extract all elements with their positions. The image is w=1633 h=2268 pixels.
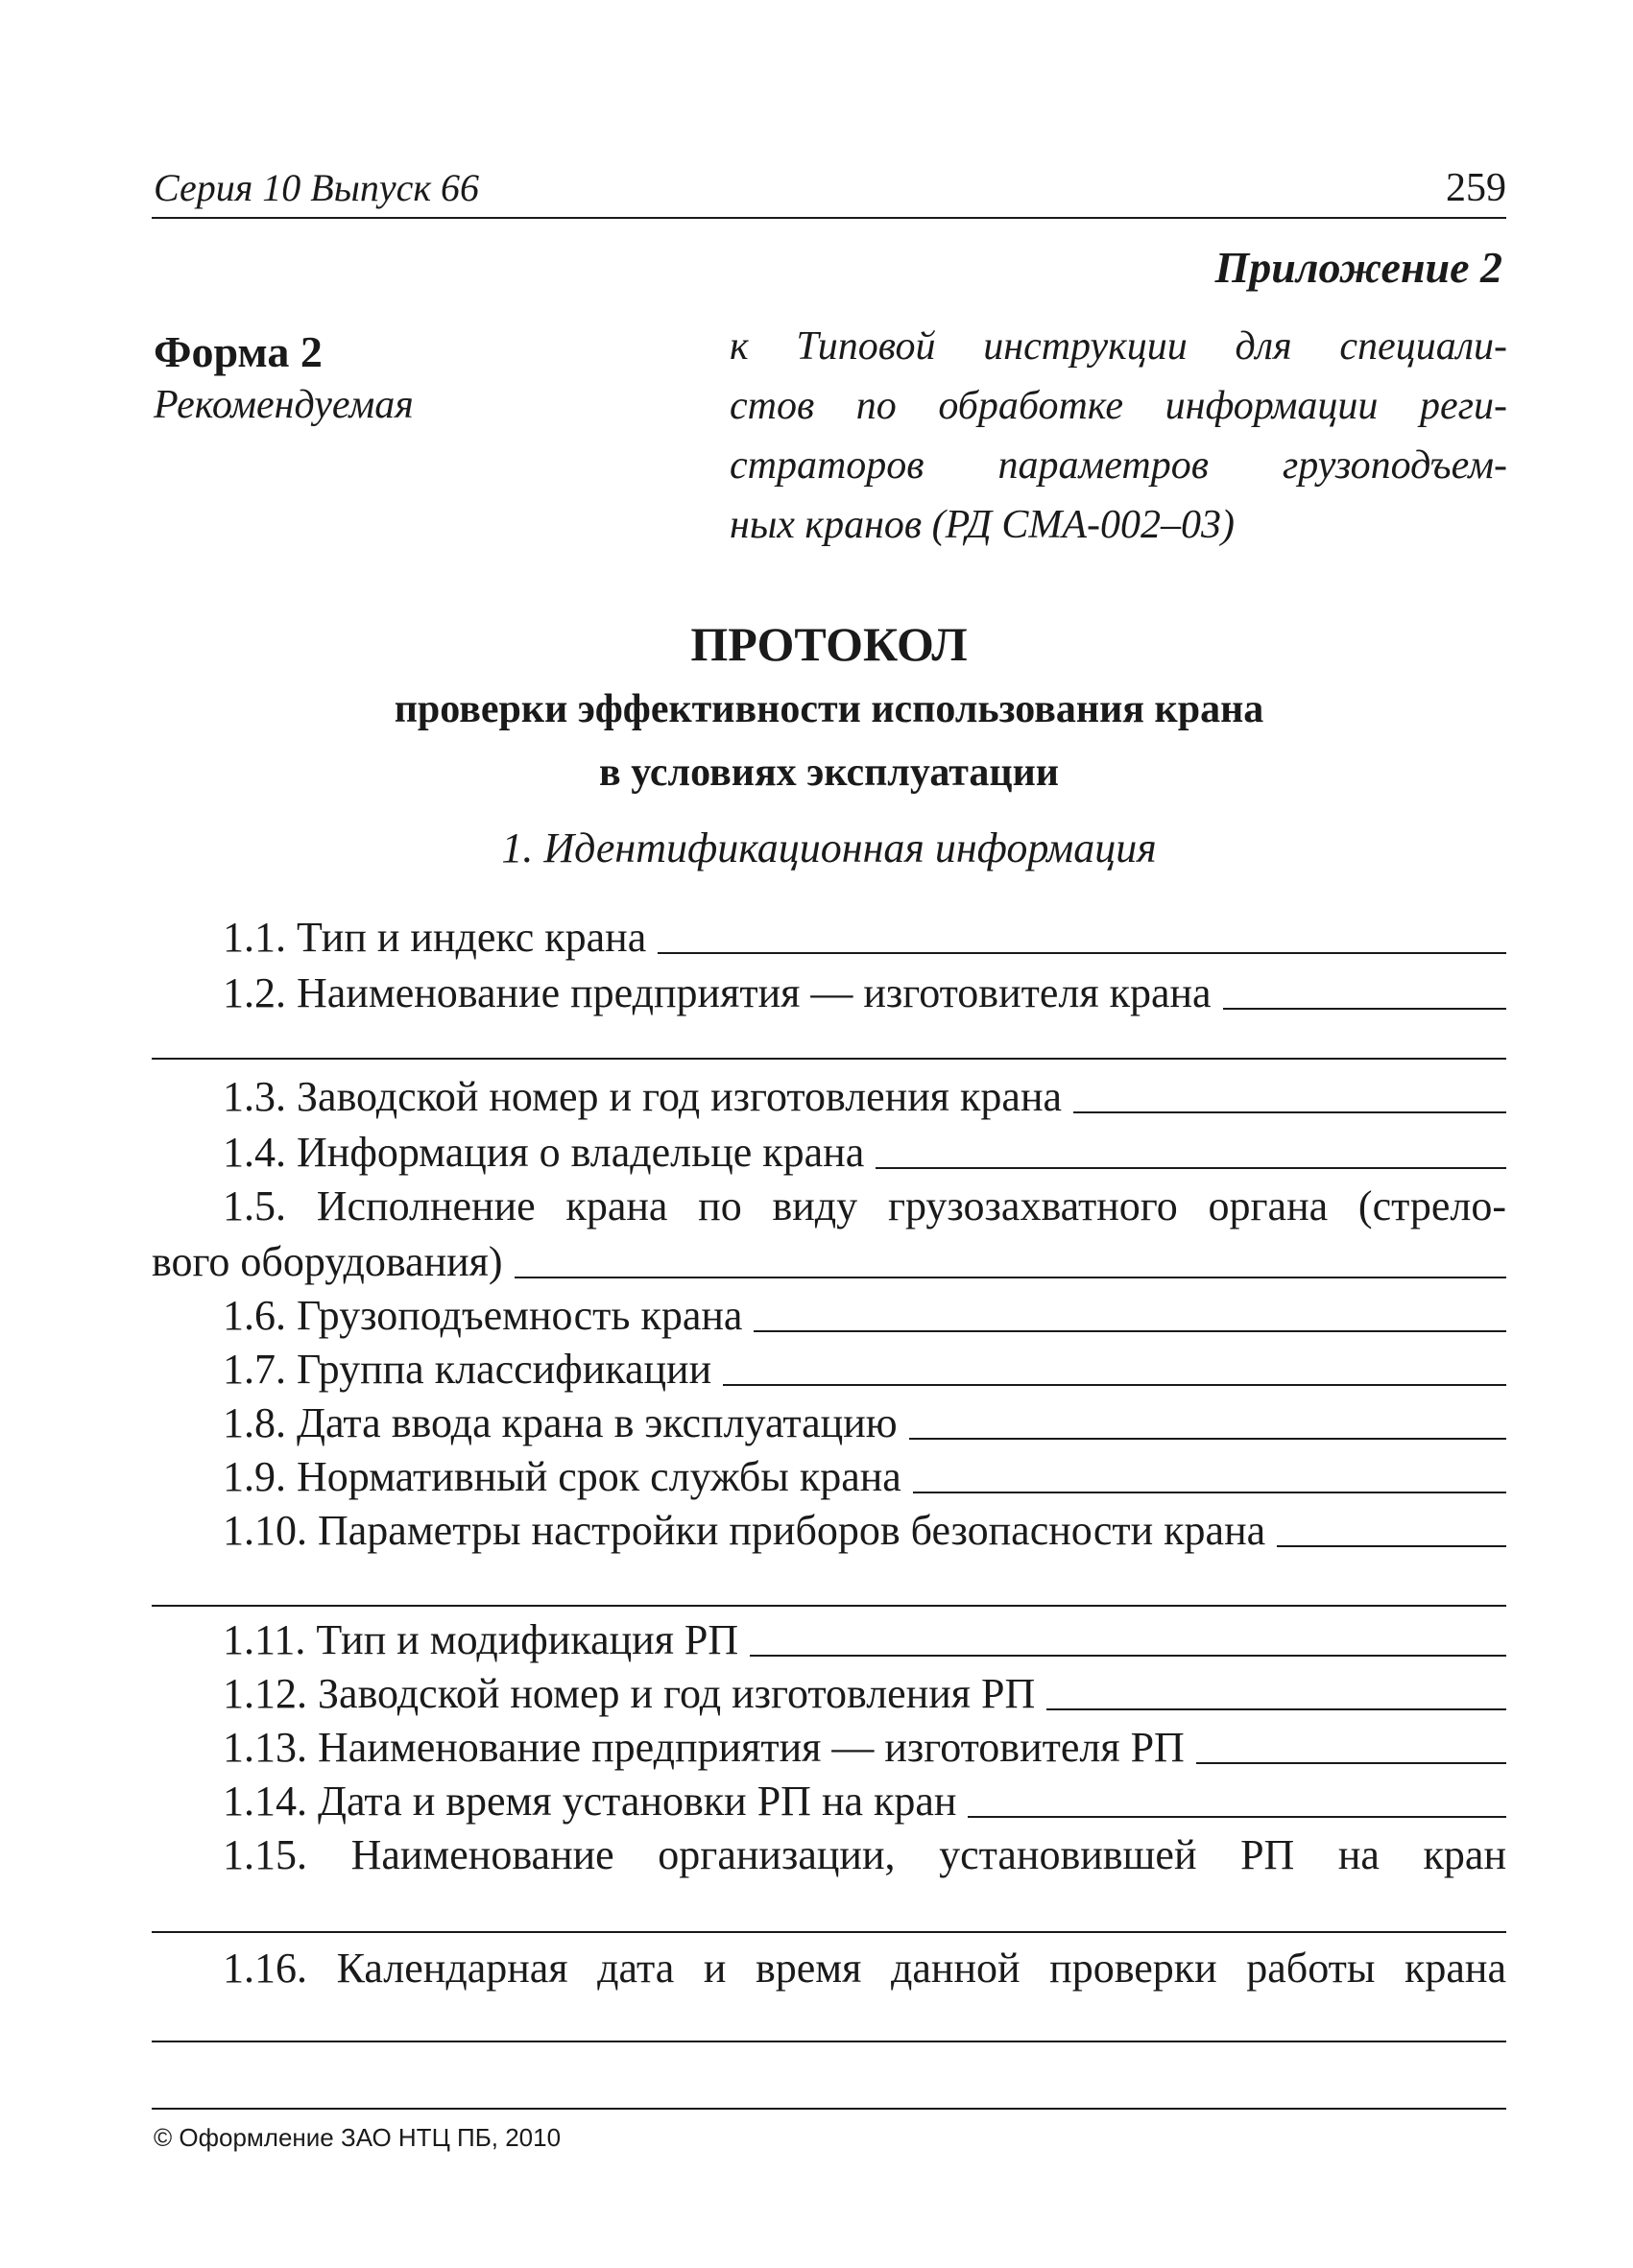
fill-in-line[interactable] — [152, 2041, 1506, 2042]
fill-in-line[interactable] — [913, 1492, 1506, 1493]
reference-line: страторов параметров грузоподъем- — [730, 443, 1507, 488]
fill-in-line[interactable] — [750, 1655, 1506, 1657]
form-field-1-10 — [152, 1501, 1506, 1555]
field-label: 1.1. Тип и индекс крана — [223, 914, 647, 961]
fill-in-line[interactable] — [876, 1167, 1506, 1169]
field-label: 1.5. Исполнение крана по виду грузозахватного органа (стрело- — [223, 1182, 1506, 1229]
appendix-reference — [730, 317, 1507, 555]
fill-in-line[interactable] — [1196, 1762, 1506, 1764]
field-label: 1.13. Наименование предприятия — изготовителя РП — [223, 1724, 1185, 1771]
form-field-1-13 — [152, 1718, 1506, 1772]
fill-in-line[interactable] — [515, 1277, 1506, 1278]
field-label: 1.3. Заводской номер и год изготовления крана — [223, 1073, 1063, 1120]
field-label: 1.9. Нормативный срок службы крана — [223, 1453, 901, 1500]
form-field-1-1 — [152, 908, 1506, 962]
form-field-1-8 — [152, 1394, 1506, 1447]
field-label: 1.8. Дата ввода крана в эксплуатацию — [223, 1399, 898, 1446]
form-field-1-6 — [152, 1286, 1506, 1340]
form-field-1-5-cont — [152, 1232, 1506, 1286]
fill-in-line[interactable] — [1046, 1708, 1506, 1710]
fill-in-line[interactable] — [152, 1058, 1506, 1060]
form-number: Форма 2 — [154, 327, 323, 376]
form-field-1-12 — [152, 1664, 1506, 1718]
field-label: 1.10. Параметры настройки приборов безопасности крана — [223, 1507, 1266, 1554]
fill-in-line[interactable] — [152, 1931, 1506, 1933]
title-main: ПРОТОКОЛ — [690, 617, 968, 671]
field-label: 1.4. Информация о владельце крана — [223, 1129, 865, 1176]
title-subtitle: в условиях эксплуатации — [599, 751, 1059, 795]
field-label: 1.12. Заводской номер и год изготовления РП — [223, 1670, 1036, 1717]
form-field-1-3 — [152, 1067, 1506, 1121]
form-field-1-4 — [152, 1123, 1506, 1177]
form-field-1-5 — [152, 1177, 1506, 1230]
protocol-title — [152, 610, 1506, 804]
copyright-footer: © Оформление ЗАО НТЦ ПБ, 2010 — [154, 2123, 562, 2152]
title-subtitle: проверки эффективности использования крана — [394, 687, 1264, 731]
form-field-1-7 — [152, 1340, 1506, 1394]
header-divider — [152, 217, 1506, 219]
fill-in-line[interactable] — [152, 1605, 1506, 1607]
form-field-1-11 — [152, 1611, 1506, 1664]
form-status: Рекомендуемая — [154, 383, 414, 427]
reference-line: ных кранов (РД СМА-002–03) — [730, 503, 1235, 547]
field-label: 1.2. Наименование предприятия — изготовителя крана — [223, 969, 1212, 1016]
footer-divider — [152, 2108, 1506, 2110]
page-number: 259 — [1446, 166, 1506, 210]
fill-in-line[interactable] — [754, 1330, 1506, 1332]
field-label: вого оборудования) — [152, 1238, 503, 1285]
section-heading: 1. Идентификационная информация — [501, 824, 1157, 871]
reference-line: к Типовой инструкции для специали- — [730, 324, 1507, 369]
field-label: 1.11. Тип и модификация РП — [223, 1616, 739, 1663]
field-label: 1.7. Группа классификации — [223, 1346, 712, 1393]
fill-in-line[interactable] — [1277, 1545, 1506, 1547]
field-label: 1.15. Наименование организации, установившей РП на кран — [223, 1831, 1506, 1878]
reference-line: стов по обработке информации реги- — [730, 384, 1507, 428]
fill-in-line[interactable] — [909, 1438, 1506, 1440]
field-label: 1.6. Грузоподъемность крана — [223, 1292, 743, 1339]
series-label: Серия 10 Выпуск 66 — [154, 166, 480, 209]
form-field-1-9 — [152, 1447, 1506, 1501]
form-field-1-2 — [152, 964, 1506, 1017]
fill-in-line[interactable] — [658, 952, 1506, 954]
fill-in-line[interactable] — [1073, 1111, 1506, 1113]
fill-in-line[interactable] — [723, 1384, 1506, 1386]
fill-in-line[interactable] — [1223, 1008, 1506, 1010]
form-field-1-14 — [152, 1772, 1506, 1826]
form-field-1-16 — [152, 1939, 1506, 1993]
form-field-1-15 — [152, 1826, 1506, 1879]
field-label: 1.16. Календарная дата и время данной проверки работы крана — [223, 1945, 1506, 1992]
appendix-label: Приложение 2 — [1214, 243, 1502, 292]
fill-in-line[interactable] — [968, 1816, 1506, 1818]
field-label: 1.14. Дата и время установки РП на кран — [223, 1778, 957, 1825]
